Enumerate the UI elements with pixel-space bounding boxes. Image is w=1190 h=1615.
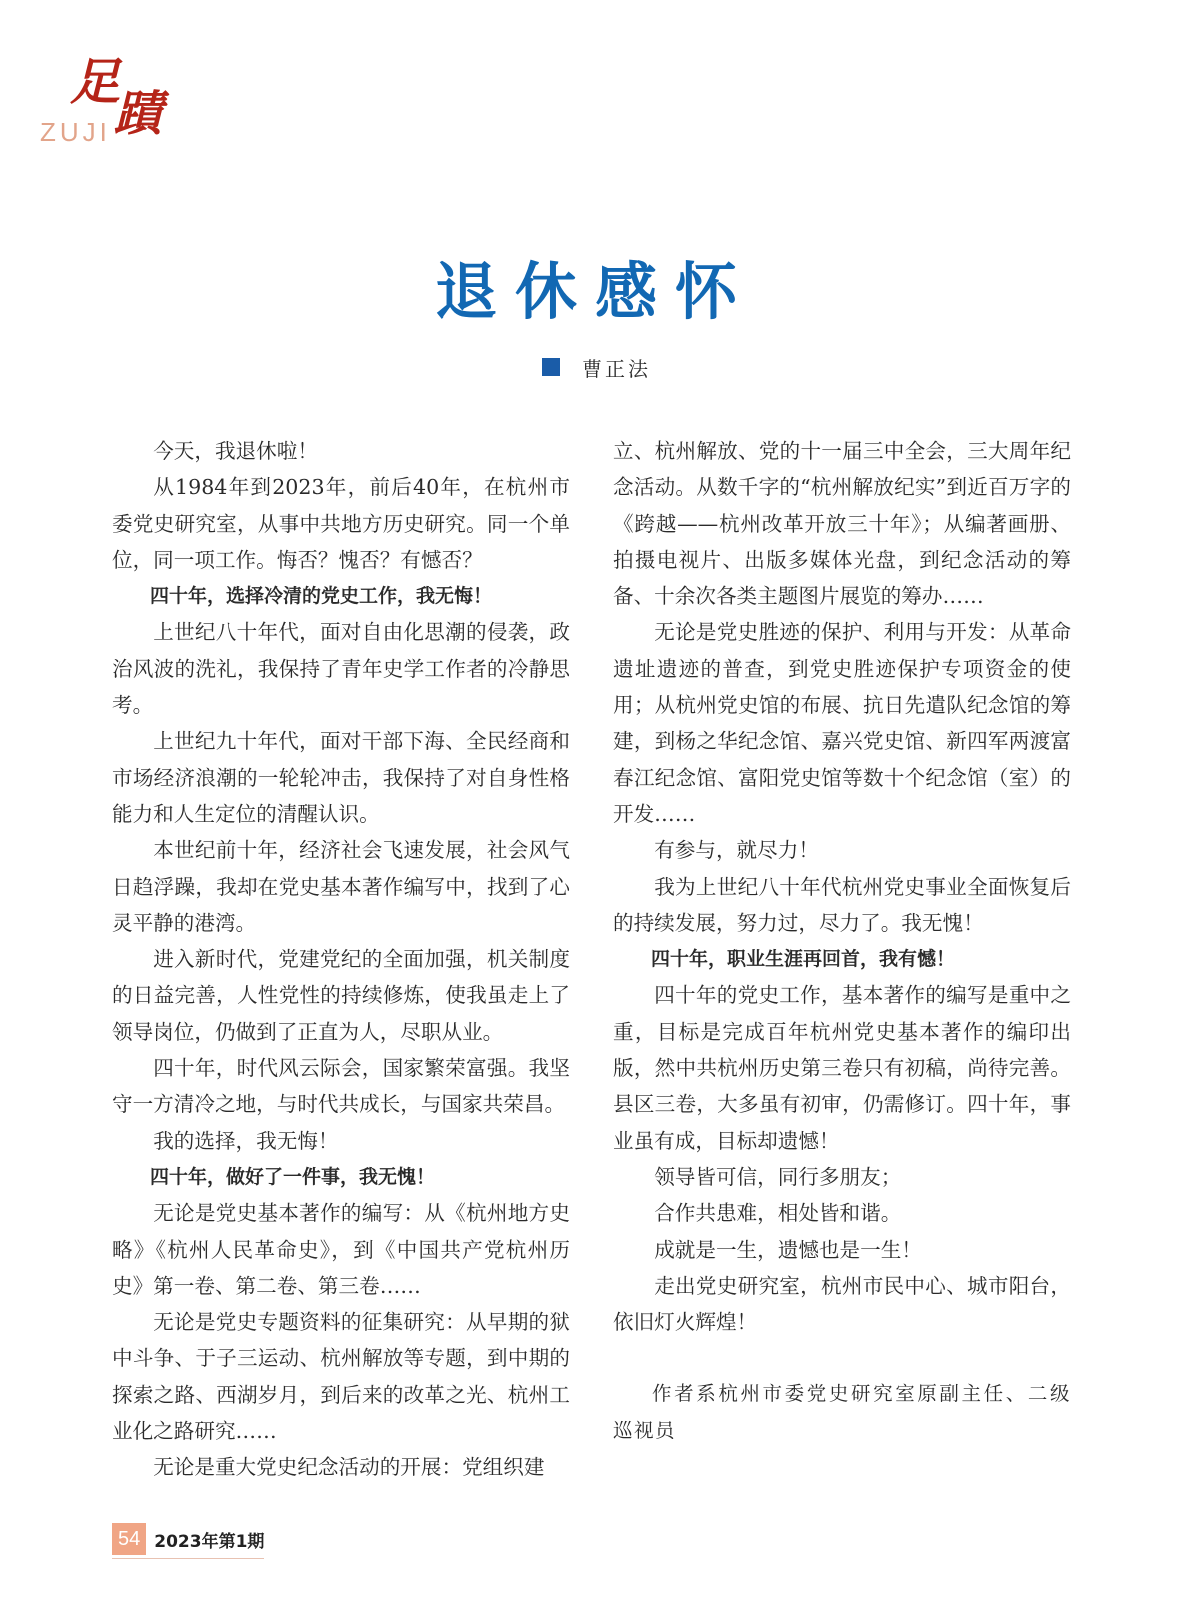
paragraph: 无论是重大党史纪念活动的开展：党组织建 <box>153 1455 545 1480</box>
paragraph: 领导皆可信，同行多朋友； <box>654 1164 902 1189</box>
left-column <box>112 433 570 1486</box>
paragraph: 从1984年到2023年，前后40年，在杭州市委党史研究室，从事中共地方历史研究。同一个单位，同一项工作。悔否？愧否？有憾否？ <box>112 475 570 572</box>
magazine-section-logo <box>40 52 180 147</box>
logo-char-ji: 蹟 <box>114 86 163 142</box>
paragraph: 无论是党史基本著作的编写：从《杭州地方史略》《杭州人民革命史》，到《中国共产党杭州历史》第一卷、第二卷、第三卷…… <box>112 1201 570 1298</box>
issue-label: 2023年第1期 <box>154 1531 265 1552</box>
paragraph: 无论是党史胜迹的保护、利用与开发：从革命遗址遗迹的普查，到党史胜迹保护专项资金的使用；从杭州党史馆的布展、抗日先遣队纪念馆的筹建，到杨之华纪念馆、嘉兴党史馆、新四军两渡富春江纪念馆、富阳党史馆等数十个纪念馆（室）的开发…… <box>613 620 1071 826</box>
article-title: 退休感怀 <box>434 255 755 328</box>
logo-char-zu: 足 <box>70 52 120 111</box>
paragraph: 本世纪前十年，经济社会飞速发展，社会风气日趋浮躁，我却在党史基本著作编写中，找到了心灵平静的港湾。 <box>112 838 570 935</box>
section-heading: 四十年，做好了一件事，我无愧！ <box>150 1165 436 1188</box>
right-column <box>613 433 1071 1449</box>
section-heading: 四十年，选择冷清的党史工作，我无悔！ <box>150 585 493 608</box>
paragraph: 有参与，就尽力！ <box>654 838 819 863</box>
page-number: 54 <box>112 1523 146 1555</box>
paragraph: 进入新时代，党建党纪的全面加强，机关制度的日益完善，人性党性的持续修炼，使我虽走上了领导岗位，仍做到了正直为人，尽职从业。 <box>112 947 570 1044</box>
paragraph: 四十年的党史工作，基本著作的编写是重中之重，目标是完成百年杭州党史基本著作的编印出版，然中共杭州历史第三卷只有初稿，尚待完善。县区三卷，大多虽有初审，仍需修订。四十年，事业虽有成，目标却遗憾！ <box>613 983 1071 1153</box>
paragraph: 合作共患难，相处皆和谐。 <box>654 1201 902 1226</box>
paragraph: 上世纪八十年代，面对自由化思潮的侵袭，政治风波的洗礼，我保持了青年史学工作者的冷静思考。 <box>112 620 570 718</box>
paragraph: 无论是党史专题资料的征集研究：从早期的狱中斗争、于子三运动、杭州解放等专题，到中期的探索之路、西湖岁月，到后来的改革之光、杭州工业化之路研究…… <box>112 1310 570 1444</box>
paragraph: 走出党史研究室，杭州市民中心、城市阳台，依旧灯火辉煌！ <box>613 1273 1071 1335</box>
byline <box>542 356 651 381</box>
paragraph: 立、杭州解放、党的十一届三中全会，三大周年纪念活动。从数千字的“杭州解放纪实”到近百万字的《跨越——杭州改革开放三十年》；从编著画册、拍摄电视片、出版多媒体光盘，到纪念活动的筹备、十余次各类主题图片展览的筹办…… <box>613 439 1071 609</box>
paragraph: 我的选择，我无悔！ <box>153 1128 339 1153</box>
byline-square-icon <box>542 358 560 376</box>
section-heading: 四十年，职业生涯再回首，我有憾！ <box>651 948 956 971</box>
paragraph: 四十年，时代风云际会，国家繁荣富强。我坚守一方清冷之地，与时代共成长，与国家共荣昌。 <box>112 1056 570 1117</box>
paragraph: 今天，我退休啦！ <box>153 439 318 463</box>
author-note: 作者系杭州市委党史研究室原副主任、二级巡视员 <box>613 1382 1071 1442</box>
paragraph: 上世纪九十年代，面对干部下海、全民经商和市场经济浪潮的一轮轮冲击，我保持了对自身性格能力和人生定位的清醒认识。 <box>112 729 570 826</box>
paragraph: 成就是一生，遗憾也是一生！ <box>654 1237 922 1262</box>
footer-divider <box>112 1558 264 1559</box>
author-name: 曹正法 <box>582 356 651 381</box>
logo-pinyin: ZUJI <box>40 117 111 147</box>
paragraph: 我为上世纪八十年代杭州党史事业全面恢复后的持续发展，努力过，尽力了。我无愧！ <box>613 874 1071 935</box>
page-footer <box>112 1522 264 1556</box>
